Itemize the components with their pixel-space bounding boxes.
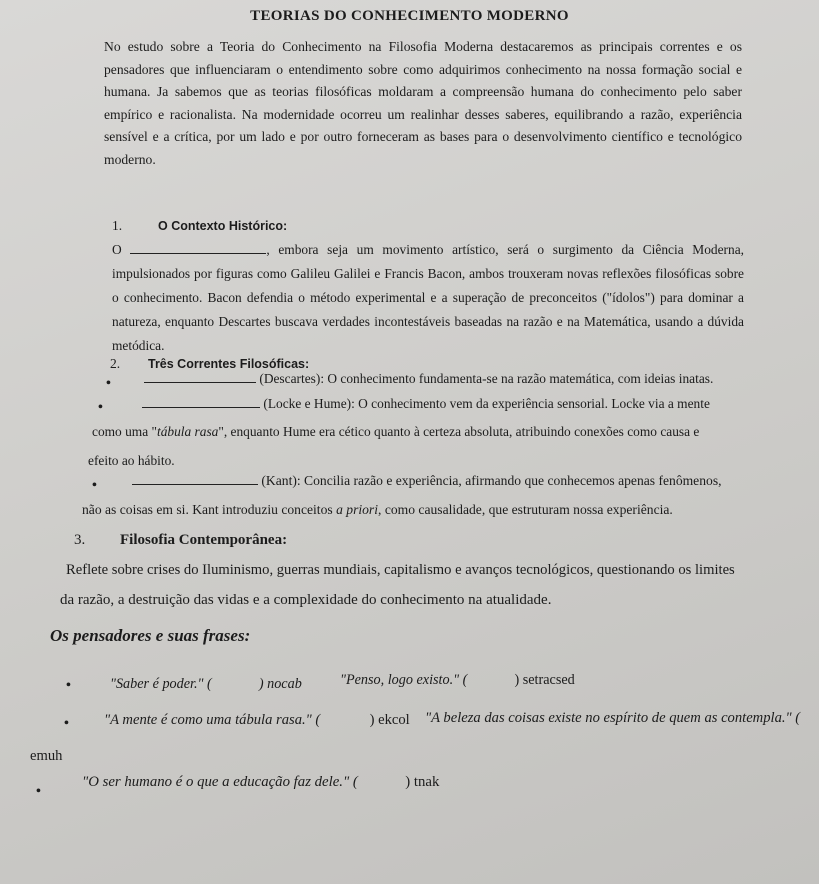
phrases-title: Os pensadores e suas frases: [50,626,251,645]
item3-cont-a: não as coisas em si. Kant introduziu conceitos [82,502,337,517]
phrase-4-answer: emuh [30,748,63,764]
phrase-5 [82,774,439,791]
item2-text: (Locke e Hume): O conhecimento vem da experiência sensorial. Locke via a mente [263,396,710,411]
section3-heading [74,532,287,549]
phrase-3-quote: "A mente é como uma tábula rasa." ( [104,712,321,728]
bullet-icon: • [64,716,69,731]
section3-line2: da razão, a destruição das vidas e a complexidade do conhecimento na atualidade. [60,592,552,608]
section1-heading [112,218,287,234]
phrase-2-quote: "Penso, logo existo." ( [340,672,468,688]
phrase-4 [425,710,800,727]
section1-paragraph [112,238,744,358]
phrase-1 [110,676,302,693]
phrase-5-answer: ) tnak [405,774,440,790]
phrase-3-blank[interactable] [324,712,366,724]
item3-italic: a priori [336,502,379,517]
section3-number: 3. [74,532,86,548]
section2-item2 [142,395,710,412]
phrase-3 [104,712,410,729]
section3-title: Filosofia Contemporânea: [120,532,288,548]
item3-continuation [82,502,673,518]
phrase-1-answer: ) nocab [258,676,302,692]
phrase-4-quote: "A beleza das coisas existe no espírito de quem as contempla." ( [425,710,801,726]
item2-blank[interactable] [142,395,260,408]
section3-line1: Reflete sobre crises do Iluminismo, guerras mundiais, capitalismo e avanços tecnológicos, questionando os limites [66,562,735,578]
item2-cont-b: ", enquanto Hume era cético quanto à certeza absoluta, atribuindo conexões como causa e [218,424,700,439]
item2-italic: tábula rasa [156,424,219,439]
item1-text: (Descartes): O conhecimento fundamenta-se na razão matemática, com ideias inatas. [259,371,714,386]
section2-item1 [144,370,713,387]
item2-cont-a: como uma " [92,424,157,439]
section1-text: , embora seja um movimento artístico, será o surgimento da Ciência Moderna, impulsionados por figuras como Galileu Galilei e Francis Bacon, ambos trouxeram novas reflexões filosóficas sobre o conhecimento. Bacon defendia o método experimental e a superação de preconceitos ("ídolos") para dominar a natureza, enquanto Descartes buscava verdades incontestáveis baseadas na razão e na Matemática, usando a dúvida metódica. [112,242,744,353]
item2-continuation-end: efeito ao hábito. [88,453,175,468]
bullet-icon: • [92,478,97,493]
section1-number: 1. [112,218,123,233]
bullet-icon: • [106,376,111,391]
phrase-2-answer: ) setracsed [514,672,575,688]
bullet-icon: • [36,784,41,799]
section2-number: 2. [110,356,121,371]
section1-blank[interactable] [130,241,266,254]
bullet-icon: • [98,400,103,415]
item3-text: (Kant): Concilia razão e experiência, afirmando que conhecemos apenas fenômenos, [261,473,722,488]
page-title: TEORIAS DO CONHECIMENTO MODERNO [250,8,569,24]
phrase-1-blank[interactable] [215,676,255,688]
phrase-3-answer: ) ekcol [369,712,410,728]
section2-item3 [132,472,722,489]
item2-continuation [92,424,699,440]
phrase-2-blank[interactable] [471,672,511,684]
section1-title: O Contexto Histórico: [158,219,288,233]
item3-blank[interactable] [132,472,258,485]
section1-lead: O [112,242,122,257]
phrase-5-blank[interactable] [362,774,402,786]
section2-title: Três Correntes Filosóficas: [148,357,310,371]
bullet-icon: • [66,678,71,693]
phrase-1-quote: "Saber é poder." ( [110,676,212,692]
item3-cont-b: , como causalidade, que estruturam nossa experiência. [378,502,673,517]
item1-blank[interactable] [144,370,256,383]
intro-paragraph: No estudo sobre a Teoria do Conhecimento na Filosofia Moderna destacaremos as principais correntes e os pensadores que influenciaram o entendimento sobre como adquirimos conhecimento na nossa formação social e humana. Ja sabemos que as teorias filosóficas moldaram a compreensão humana do conhecimento pelo saber empírico e racionalista. Na modernidade ocorreu um realinhar desses saberes, equilibrando a razão, experiência sensível e a crítica, por um lado e por outro forneceram as bases para o desenvolvimento científico e tecnológico moderno. [104,39,742,167]
phrase-5-quote: "O ser humano é o que a educação faz dele." ( [82,774,358,790]
phrase-2 [340,672,575,689]
